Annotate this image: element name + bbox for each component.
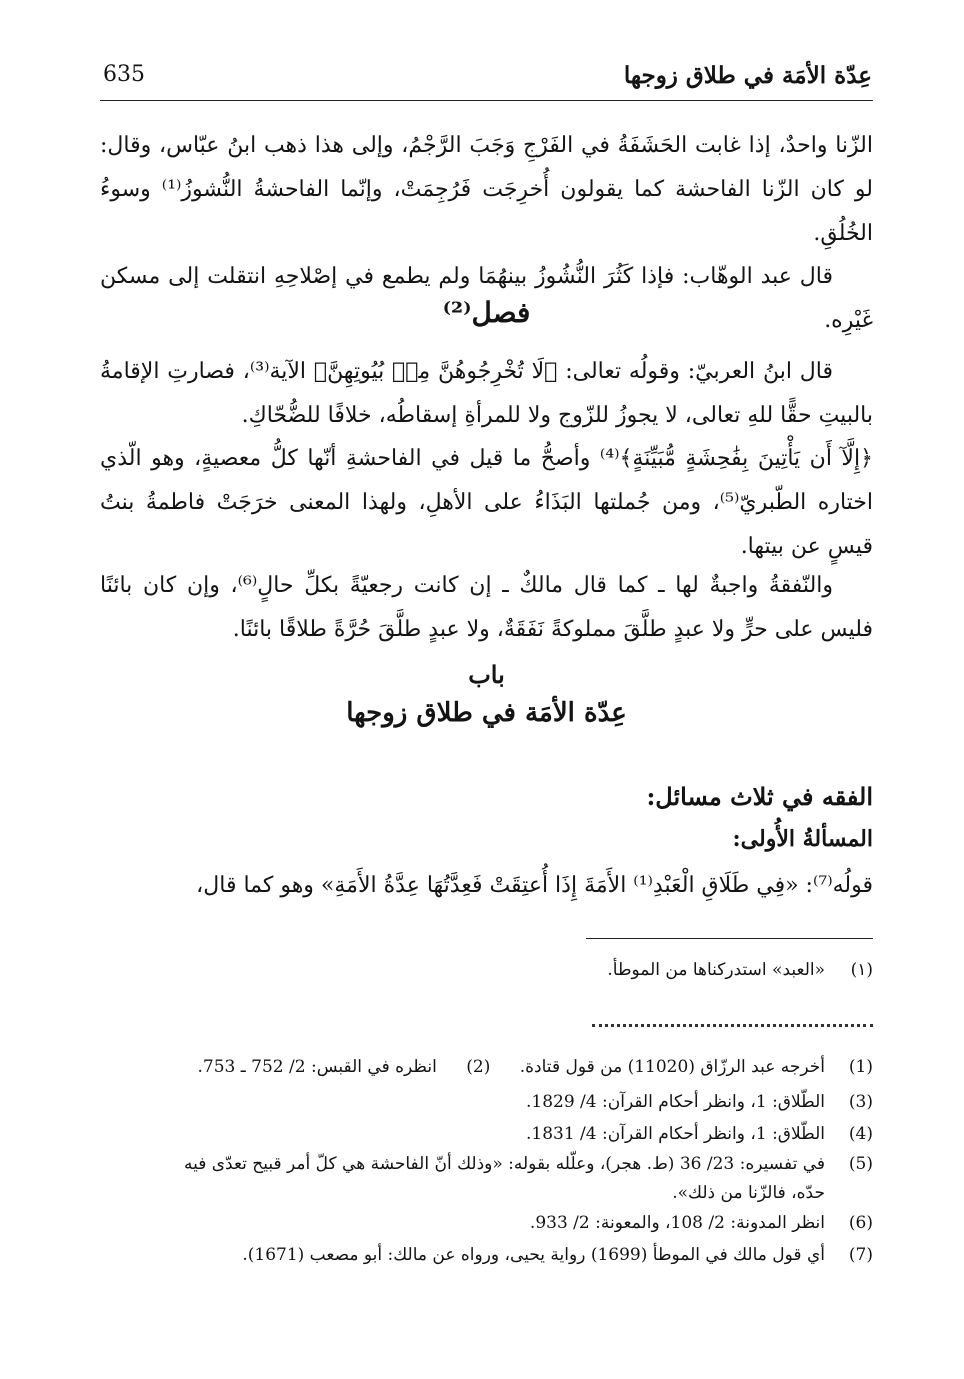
footnote-row <box>100 1087 873 1117</box>
footnote-row <box>100 1119 873 1149</box>
footnote-number: (4) <box>848 1124 873 1144</box>
footnote-row <box>100 1052 873 1082</box>
footnote-number: (3) <box>848 1092 873 1112</box>
footnote-number: (1) <box>848 1057 873 1077</box>
footnote-text: في تفسيره: 23/ 36 (ط. هجر)، وعلّله بقوله: «وذلك أنّ الفاحشة هي كلّ أمر قبيح تعدّى فيه <box>183 1154 825 1174</box>
editor-footnote <box>100 955 873 985</box>
footnote-text: الطّلاق: 1، وانظر أحكام القرآن: 4/ 1829. <box>525 1092 825 1112</box>
running-header-title: عِدّة الأمَة في طلاق زوجها <box>623 62 872 89</box>
footnote-number: (١) <box>850 960 873 980</box>
section-heading-fasl: فصل⁽²⁾ <box>442 296 531 329</box>
paragraph-4: ﴿إِلَّآ أَن يَأْتِينَ بِفَٰحِشَةٍ مُّبَيِّنَةٍ﴾⁽⁴⁾ وأصحُّ ما قيل في الفاحشةِ أنّها كلُّ معصيةٍ، وهو الّذي اختاره الطّبريّ⁽⁵⁾، ومن جُملتها البَذَاءُ على الأهلِ، ولهذا المعنى خرَجَتْ فاطمةُ بنتُ قيسٍ عن بيتها. <box>100 446 874 559</box>
footnote-text: انظر المدونة: 2/ 108، والمعونة: 2/ 933. <box>529 1213 825 1233</box>
footnote-number: (6) <box>848 1213 873 1233</box>
page-number: 635 <box>103 62 145 87</box>
dotted-separator <box>592 1024 873 1027</box>
footnote-text: أخرجه عبد الرزّاق (11020) من قول قتادة. <box>519 1057 825 1077</box>
paragraph-3: قال ابنُ العربيّ: وقولُه تعالى: ﴿لَا تُخْرِجُوهُنَّ مِنۢ بُيُوتِهِنَّ﴾ الآية⁽³⁾، فصارتِ الإقامةُ بالبيتِ حقًّا للهِ تعالى، لا يجوزُ للزّوج ولا للمرأةِ إسقاطُه، خلافًا للضُّحّاكِ. <box>100 359 873 428</box>
first-question-heading: المسألةُ الأُولى: <box>732 826 873 852</box>
paragraph-2: قال عبد الوهّاب: فإذا كَثُرَ النُّشُوزُ بينهُمَا ولم يطمع في إصْلاحِهِ انتقلت إلى مسكن غَيْرِه. <box>100 264 873 333</box>
chapter-title: عِدّة الأمَة في طلاق زوجها <box>346 698 627 728</box>
footnote-number: (2) <box>466 1057 491 1077</box>
chapter-label: باب <box>468 660 505 689</box>
footnote-text: الطّلاق: 1، وانظر أحكام القرآن: 4/ 1831. <box>525 1124 825 1144</box>
footnote-separator <box>586 938 873 939</box>
footnote-text: انظره في القبس: 2/ 752 ـ 753. <box>197 1057 437 1077</box>
footnote-row <box>100 1208 873 1238</box>
paragraph-1: الزّنا واحدٌ، إذا غابت الحَشَفَةُ في الفَرْجِ وَجَبَ الرَّجْمُ، وإلى هذا ذهب ابنُ عبّاس، وقال: لو كان الزّنا الفاحشة كما يقولون أُخرِجَت فَرُجِمَتْ، وإنّما الفاحشةُ النُّشوزُ⁽¹⁾ وسوءُ الخُلُقِ. <box>100 133 873 246</box>
footnote-row <box>100 1240 873 1270</box>
paragraph-5: والنّفقةُ واجبةٌ لها ـ كما قال مالكٌ ـ إن كانت رجعيّةً بكلِّ حالٍ⁽⁶⁾، وإن كان بائنًا فليس على حرٍّ ولا عبدٍ طلَّقَ مملوكةً نَفَقَةٌ، ولا عبدٍ طلَّقَ حُرَّةً طلاقًا بائنًا. <box>100 573 873 642</box>
paragraph-6: قولُه⁽⁷⁾: «فِي طَلَاقِ الْعَبْدِ⁽¹⁾ الأَمَةَ إِذَا أُعتِقَتْ فَعِدَّتُهَا عِدَّةُ الأَمَةِ» وهو كما قال، <box>196 873 873 898</box>
fiqh-heading: الفقه في ثلاث مسائل: <box>646 782 873 811</box>
footnote-text: أي قول مالك في الموطأ (1699) رواية يحيى، ورواه عن مالك: أبو مصعب (1671). <box>242 1245 825 1265</box>
footnote-number: (7) <box>848 1245 873 1265</box>
footnote-continuation: حدّه، فالزّنا من ذلك». <box>672 1183 825 1203</box>
footnote-number: (5) <box>848 1154 873 1174</box>
footnote-text: «العبد» استدركناها من الموطأ. <box>607 960 825 980</box>
header-divider <box>100 100 873 101</box>
footnote-row <box>100 1149 873 1179</box>
